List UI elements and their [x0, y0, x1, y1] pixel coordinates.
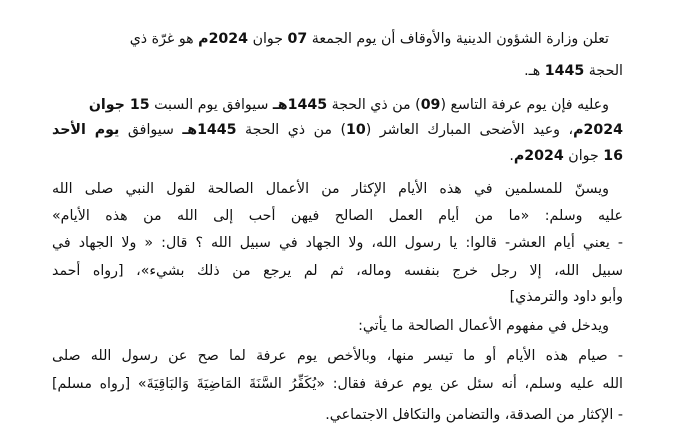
text-line [52, 207, 623, 225]
text-run: - صيام هذه الأيام أو ما تيسر منها، وبالأخص يوم عرفة لما صح عن رسول الله صلى [52, 348, 623, 364]
text-run: - يعني أيام العشر- قالوا: يا رسول الله، ولا الجهاد في سبيل الله ؟ قال: « ولا الجهاد في [52, 235, 623, 251]
bold-text-run: 1445 [544, 63, 585, 79]
text-line [52, 406, 623, 424]
text-run: ، وعيد الأضحى المبارك العاشر ( [365, 122, 574, 138]
bold-text-run: 2024م [198, 31, 249, 47]
text-line [52, 121, 623, 139]
bold-text-run: 2024م [513, 148, 564, 164]
text-line [52, 180, 609, 198]
text-run: سيوافق يوم السبت [149, 97, 273, 113]
text-run: هـ. [524, 63, 545, 79]
text-run: جوان [563, 148, 604, 164]
bold-text-run: يوم الأحد [52, 122, 120, 138]
text-line [52, 317, 609, 335]
text-run: الحجة [584, 63, 623, 79]
text-run: ويدخل في مفهوم الأعمال الصالحة ما يأتي: [358, 318, 609, 334]
text-line [52, 375, 623, 393]
text-run: ) من ذي الحجة [327, 97, 421, 113]
text-run: ويسنّ للمسلمين في هذه الأيام الإكثار من الأعمال الصالحة لقول النبي صلى الله [52, 181, 609, 197]
text-run: تعلن وزارة الشؤون الدينية والأوقاف أن يوم الجمعة [307, 31, 609, 47]
text-run: وعليه فإن يوم عرفة التاسع ( [440, 97, 609, 113]
text-run: عليه وسلم: «ما من أيام العمل الصالح فيهن أحب إلى الله من هذه الأيام» [52, 208, 623, 224]
text-line [52, 262, 623, 280]
text-line [52, 147, 623, 165]
text-line [52, 62, 623, 80]
text-run: . [509, 148, 514, 164]
text-line [52, 288, 623, 306]
bold-text-run: 2024م [573, 122, 623, 138]
text-line [52, 30, 609, 48]
text-line [52, 234, 623, 252]
bold-text-run: 09 [420, 97, 441, 113]
text-run: هو غرّة ذي [129, 31, 199, 47]
bold-text-run: 10 [346, 122, 366, 138]
text-run: الله عليه وسلم، أنه سئل عن يوم عرفة فقال: «يُكَفِّرُ السَّنَةَ المَاضِيَةَ وَالبَاقِيَةَ» [رواه مسلم] [52, 376, 623, 392]
bold-text-run: 07 [287, 31, 308, 47]
text-line [52, 347, 623, 365]
bold-text-run: 1445هـ [272, 97, 328, 113]
text-run: سبيل الله، إلا رجل خرج بنفسه وماله، ثم لم يرجع من ذلك بشيء»، [رواه أحمد [52, 263, 623, 279]
text-run: ) من ذي الحجة [236, 122, 346, 138]
text-line [52, 96, 609, 114]
text-run: - الإكثار من الصدقة، والتضامن والتكافل الاجتماعي. [325, 407, 623, 423]
text-run: وأبو داود والترمذي] [509, 289, 623, 305]
text-run: جوان [248, 31, 288, 47]
bold-text-run: 1445هـ [182, 122, 237, 138]
text-run: سيوافق [119, 122, 183, 138]
bold-text-run: 16 [603, 148, 623, 164]
bold-text-run: 15 جوان [88, 97, 150, 113]
